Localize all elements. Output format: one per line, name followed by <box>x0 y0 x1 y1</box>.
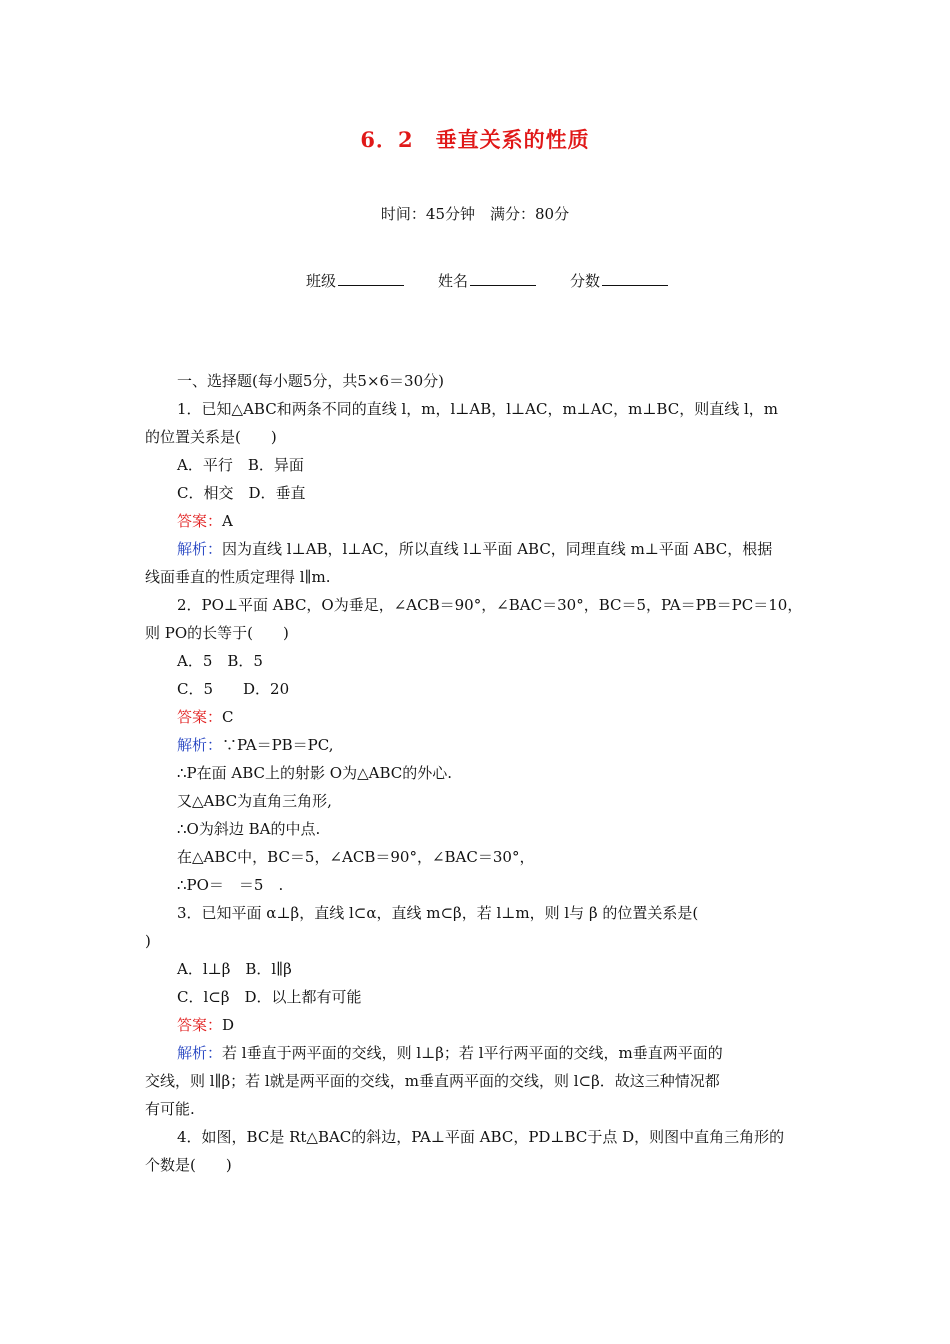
q2-options-line2: C．5 D．20 <box>177 680 290 698</box>
q2-analysis-line3: 又△ABC为直角三角形, <box>177 792 332 810</box>
q4-stem-line2: 个数是( ) <box>145 1156 232 1174</box>
q1-analysis-line1: 解析：因为直线 l⊥AB，l⊥AC，所以直线 l⊥平面 ABC，同理直线 m⊥平面 ABC，根据 <box>177 540 773 558</box>
q2-options-line1: A．5 B．5 <box>177 652 263 670</box>
q2-analysis-line2: ∴P在面 ABC上的射影 O为△ABC的外心. <box>177 764 452 782</box>
q1-answer <box>177 511 233 531</box>
q2-analysis-line5: 在△ABC中，BC＝5，∠ACB＝90°，∠BAC＝30°， <box>177 848 535 866</box>
page-title: 6．2 垂直关系的性质 <box>360 127 590 152</box>
score-blank <box>602 273 668 286</box>
q2-analysis-line6: ∴PO＝ ＝5 . <box>177 876 284 894</box>
name-field: 姓名 <box>438 270 536 291</box>
answer-label: 答案： <box>177 1016 223 1034</box>
analysis-label: 解析： <box>177 1044 223 1062</box>
class-blank <box>338 273 404 286</box>
time-score-info: 时间：45分钟 满分：80分 <box>380 205 570 223</box>
q2-analysis-line1: 解析：∵PA＝PB＝PC, <box>177 736 334 754</box>
q2-stem-line2: 则 PO的长等于( ) <box>145 624 289 642</box>
q2-stem-line1: 2．PO⊥平面 ABC，O为垂足，∠ACB＝90°，∠BAC＝30°，BC＝5，PA＝PB＝PC＝10， <box>177 596 803 614</box>
q3-analysis-line1: 解析：若 l垂直于两平面的交线，则 l⊥β；若 l平行两平面的交线，m垂直两平面的 <box>177 1044 723 1062</box>
score-field: 分数 <box>570 270 668 291</box>
q1-analysis-line2: 线面垂直的性质定理得 l∥m. <box>145 568 331 586</box>
analysis-label: 解析： <box>177 540 223 558</box>
q2-analysis-line4: ∴O为斜边 BA的中点. <box>177 820 321 838</box>
q3-stem-line2: ) <box>145 932 151 950</box>
q2-answer-value: C <box>222 708 234 726</box>
q1-options-line1: A．平行 B．异面 <box>177 456 304 474</box>
section-heading: 一、选择题(每小题5分，共5×6＝30分) <box>177 372 444 390</box>
q3-options-line1: A．l⊥β B．l∥β <box>177 960 292 978</box>
class-field: 班级 <box>306 270 404 291</box>
answer-label: 答案： <box>177 708 223 726</box>
q3-analysis-line3: 有可能. <box>145 1100 195 1118</box>
student-info-fields <box>306 270 668 291</box>
q3-answer <box>177 1015 234 1035</box>
q3-options-line2: C．l⊂β D．以上都有可能 <box>177 988 362 1006</box>
analysis-label: 解析： <box>177 736 223 754</box>
q3-stem-line1: 3．已知平面 α⊥β，直线 l⊂α，直线 m⊂β，若 l⊥m，则 l与 β 的位置关系是( <box>177 904 699 922</box>
q3-analysis-line2: 交线，则 l∥β；若 l就是两平面的交线，m垂直两平面的交线，则 l⊂β．故这三种情况都 <box>145 1072 720 1090</box>
name-blank <box>470 273 536 286</box>
q1-answer-value: A <box>222 512 233 530</box>
q3-answer-value: D <box>222 1016 235 1034</box>
answer-label: 答案： <box>177 512 223 530</box>
q1-stem-line1: 1．已知△ABC和两条不同的直线 l，m，l⊥AB，l⊥AC，m⊥AC，m⊥BC，则直线 l，m <box>177 400 778 418</box>
q1-stem-line2: 的位置关系是( ) <box>145 428 277 446</box>
q1-options-line2: C．相交 D．垂直 <box>177 484 306 502</box>
q2-answer <box>177 707 234 727</box>
q4-stem-line1: 4．如图，BC是 Rt△BAC的斜边，PA⊥平面 ABC，PD⊥BC于点 D，则图中直角三角形的 <box>177 1128 785 1146</box>
